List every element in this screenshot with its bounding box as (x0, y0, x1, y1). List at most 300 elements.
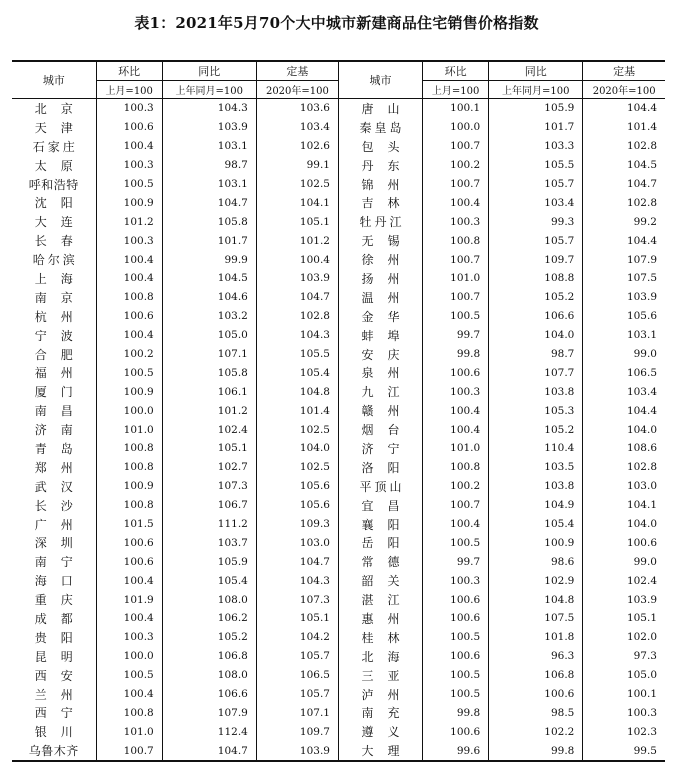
left-mom-value: 100.4 (96, 250, 162, 269)
right-mom-value: 100.8 (423, 458, 489, 477)
left-city-name: 沈阳 (34, 196, 87, 211)
right-mom-value: 100.7 (423, 175, 489, 194)
left-city-name: 哈尔滨 (32, 253, 78, 268)
right-mom-value: 100.7 (423, 137, 489, 156)
right-fixed-value: 99.2 (583, 212, 665, 231)
right-mom-value: 99.8 (423, 345, 489, 364)
left-yoy-value: 105.9 (162, 552, 256, 571)
col-subheader-yoy-right: 上年同月=100 (489, 81, 583, 99)
left-fixed-value: 104.8 (256, 382, 338, 401)
left-yoy-value: 111.2 (162, 515, 256, 534)
right-mom-value: 100.3 (423, 571, 489, 590)
left-mom-value: 100.9 (96, 382, 162, 401)
table-row (12, 250, 665, 269)
left-fixed-value: 103.0 (256, 533, 338, 552)
table-row (12, 609, 665, 628)
left-city-name: 杭州 (34, 309, 87, 324)
left-city-name: 大连 (34, 215, 87, 230)
left-mom-value: 100.9 (96, 477, 162, 496)
left-fixed-value: 102.5 (256, 458, 338, 477)
left-fixed-value: 109.7 (256, 722, 338, 741)
right-fixed-value: 103.9 (583, 590, 665, 609)
right-mom-value: 100.5 (423, 685, 489, 704)
right-yoy-value: 98.6 (489, 552, 583, 571)
right-city-name: 平顶山 (338, 477, 422, 496)
right-city-name: 北海 (338, 647, 422, 666)
table-row (12, 420, 665, 439)
col-subheader-mom: 上月=100 (96, 81, 162, 99)
right-mom-value: 100.3 (423, 212, 489, 231)
table-row (12, 628, 665, 647)
left-fixed-value: 102.5 (256, 420, 338, 439)
right-fixed-value: 102.3 (583, 722, 665, 741)
left-fixed-value: 104.7 (256, 288, 338, 307)
left-yoy-value: 105.4 (162, 571, 256, 590)
right-mom-value: 100.1 (423, 99, 489, 118)
right-city-name: 九江 (338, 382, 422, 401)
col-subheader-yoy: 上年同月=100 (162, 81, 256, 99)
right-city-name: 扬州 (338, 269, 422, 288)
left-mom-value: 100.3 (96, 231, 162, 250)
table-row (12, 477, 665, 496)
left-mom-value: 100.6 (96, 307, 162, 326)
right-city-name: 泉州 (338, 363, 422, 382)
left-mom-value: 100.4 (96, 326, 162, 345)
right-city-name: 唐山 (338, 99, 422, 118)
table-row (12, 515, 665, 534)
left-yoy-value: 103.2 (162, 307, 256, 326)
table-row (12, 722, 665, 741)
right-mom-value: 100.6 (423, 590, 489, 609)
right-city-name: 济宁 (338, 439, 422, 458)
left-yoy-value: 106.7 (162, 496, 256, 515)
right-mom-value: 100.3 (423, 382, 489, 401)
right-yoy-value: 107.5 (489, 609, 583, 628)
left-mom-value: 100.7 (96, 741, 162, 761)
right-mom-value: 99.6 (423, 741, 489, 761)
left-fixed-value: 105.7 (256, 685, 338, 704)
right-fixed-value: 103.0 (583, 477, 665, 496)
right-mom-value: 100.7 (423, 496, 489, 515)
left-city-name: 昆明 (34, 649, 87, 664)
table-row (12, 345, 665, 364)
left-mom-value: 101.2 (96, 212, 162, 231)
right-fixed-value: 102.8 (583, 458, 665, 477)
left-yoy-value: 103.1 (162, 175, 256, 194)
right-mom-value: 100.5 (423, 628, 489, 647)
table-row (12, 231, 665, 250)
right-yoy-value: 109.7 (489, 250, 583, 269)
left-fixed-value: 101.4 (256, 401, 338, 420)
left-yoy-value: 99.9 (162, 250, 256, 269)
table-row (12, 401, 665, 420)
table-row (12, 439, 665, 458)
left-mom-value: 100.4 (96, 269, 162, 288)
right-mom-value: 101.0 (423, 269, 489, 288)
right-mom-value: 99.8 (423, 704, 489, 723)
left-yoy-value: 104.7 (162, 741, 256, 761)
right-fixed-value: 100.1 (583, 685, 665, 704)
left-fixed-value: 102.6 (256, 137, 338, 156)
right-yoy-value: 102.9 (489, 571, 583, 590)
table-row (12, 212, 665, 231)
right-fixed-value: 103.1 (583, 326, 665, 345)
right-yoy-value: 105.7 (489, 231, 583, 250)
left-mom-value: 100.8 (96, 496, 162, 515)
left-yoy-value: 112.4 (162, 722, 256, 741)
right-fixed-value: 103.4 (583, 382, 665, 401)
table-row (12, 156, 665, 175)
right-yoy-value: 105.4 (489, 515, 583, 534)
right-yoy-value: 102.2 (489, 722, 583, 741)
left-fixed-value: 107.1 (256, 704, 338, 723)
left-yoy-value: 102.4 (162, 420, 256, 439)
left-fixed-value: 101.2 (256, 231, 338, 250)
right-city-name: 徐州 (338, 250, 422, 269)
left-yoy-value: 102.7 (162, 458, 256, 477)
right-yoy-value: 103.3 (489, 137, 583, 156)
right-fixed-value: 104.5 (583, 156, 665, 175)
right-yoy-value: 107.7 (489, 363, 583, 382)
right-fixed-value: 105.1 (583, 609, 665, 628)
left-mom-value: 100.4 (96, 571, 162, 590)
left-mom-value: 100.8 (96, 704, 162, 723)
table-row (12, 496, 665, 515)
right-fixed-value: 103.9 (583, 288, 665, 307)
right-city-name: 桂林 (338, 628, 422, 647)
table-body (12, 99, 665, 762)
left-yoy-value: 106.1 (162, 382, 256, 401)
left-yoy-value: 103.9 (162, 118, 256, 137)
left-fixed-value: 105.1 (256, 212, 338, 231)
right-fixed-value: 97.3 (583, 647, 665, 666)
right-yoy-value: 103.5 (489, 458, 583, 477)
right-yoy-value: 103.8 (489, 477, 583, 496)
left-mom-value: 100.3 (96, 628, 162, 647)
col-header-fixed: 定基 (256, 61, 338, 81)
table-row (12, 458, 665, 477)
price-index-table (12, 60, 665, 762)
right-yoy-value: 104.0 (489, 326, 583, 345)
left-city-name: 福州 (34, 366, 87, 381)
right-fixed-value: 104.0 (583, 420, 665, 439)
left-mom-value: 100.6 (96, 118, 162, 137)
right-city-name: 丹东 (338, 156, 422, 175)
right-fixed-value: 104.0 (583, 515, 665, 534)
right-mom-value: 100.6 (423, 609, 489, 628)
right-mom-value: 100.6 (423, 722, 489, 741)
left-yoy-value: 106.2 (162, 609, 256, 628)
right-city-name: 南充 (338, 704, 422, 723)
left-city-name: 呼和浩特 (28, 177, 79, 192)
right-city-name: 湛江 (338, 590, 422, 609)
left-mom-value: 101.0 (96, 420, 162, 439)
right-city-name: 安庆 (338, 345, 422, 364)
left-mom-value: 100.5 (96, 363, 162, 382)
right-city-name: 洛阳 (338, 458, 422, 477)
right-yoy-value: 105.2 (489, 288, 583, 307)
right-mom-value: 100.4 (423, 401, 489, 420)
right-yoy-value: 105.2 (489, 420, 583, 439)
right-fixed-value: 104.4 (583, 231, 665, 250)
left-yoy-value: 106.6 (162, 685, 256, 704)
left-city-name: 成都 (34, 611, 87, 626)
left-fixed-value: 106.5 (256, 666, 338, 685)
left-mom-value: 100.6 (96, 552, 162, 571)
left-yoy-value: 101.7 (162, 231, 256, 250)
right-fixed-value: 106.5 (583, 363, 665, 382)
right-city-name: 宜昌 (338, 496, 422, 515)
right-city-name: 包头 (338, 137, 422, 156)
col-header-mom: 环比 (96, 61, 162, 81)
right-city-name: 遵义 (338, 722, 422, 741)
right-mom-value: 99.7 (423, 552, 489, 571)
right-fixed-value: 104.1 (583, 496, 665, 515)
left-fixed-value: 105.6 (256, 477, 338, 496)
right-yoy-value: 105.3 (489, 401, 583, 420)
right-fixed-value: 104.4 (583, 99, 665, 118)
left-yoy-value: 106.8 (162, 647, 256, 666)
left-city-name: 北京 (34, 101, 87, 116)
left-city-name: 宁波 (34, 328, 87, 343)
left-city-name: 郑州 (34, 460, 87, 475)
left-yoy-value: 107.9 (162, 704, 256, 723)
left-city-name: 长春 (34, 234, 87, 249)
col-header-mom-right: 环比 (423, 61, 489, 81)
left-fixed-value: 105.5 (256, 345, 338, 364)
left-yoy-value: 105.8 (162, 212, 256, 231)
left-mom-value: 100.2 (96, 345, 162, 364)
right-city-name: 秦皇岛 (338, 118, 422, 137)
table-title: 表1：2021年5月70个大中城市新建商品住宅销售价格指数 (134, 14, 539, 32)
table-row (12, 269, 665, 288)
right-yoy-value: 101.8 (489, 628, 583, 647)
left-fixed-value: 104.1 (256, 193, 338, 212)
right-fixed-value: 102.8 (583, 193, 665, 212)
header-row-1 (12, 61, 665, 81)
left-city-name: 西宁 (34, 706, 87, 721)
col-subheader-mom-right: 上月=100 (423, 81, 489, 99)
table-row (12, 175, 665, 194)
left-fixed-value: 102.8 (256, 307, 338, 326)
left-city-name: 上海 (34, 271, 87, 286)
table-row (12, 99, 665, 118)
left-mom-value: 100.8 (96, 458, 162, 477)
right-mom-value: 100.6 (423, 647, 489, 666)
left-yoy-value: 104.6 (162, 288, 256, 307)
left-yoy-value: 104.3 (162, 99, 256, 118)
right-yoy-value: 103.8 (489, 382, 583, 401)
right-yoy-value: 98.7 (489, 345, 583, 364)
left-city-name: 海口 (34, 574, 87, 589)
left-mom-value: 101.5 (96, 515, 162, 534)
right-city-name: 韶关 (338, 571, 422, 590)
right-fixed-value: 99.5 (583, 741, 665, 761)
right-yoy-value: 103.4 (489, 193, 583, 212)
right-yoy-value: 105.9 (489, 99, 583, 118)
table-row (12, 193, 665, 212)
table-row (12, 741, 665, 761)
left-city-name: 长沙 (34, 498, 87, 513)
left-mom-value: 100.0 (96, 401, 162, 420)
right-mom-value: 100.5 (423, 307, 489, 326)
right-fixed-value: 105.6 (583, 307, 665, 326)
left-yoy-value: 98.7 (162, 156, 256, 175)
right-city-name: 岳阳 (338, 533, 422, 552)
right-yoy-value: 96.3 (489, 647, 583, 666)
left-mom-value: 100.6 (96, 533, 162, 552)
right-yoy-value: 110.4 (489, 439, 583, 458)
right-fixed-value: 107.9 (583, 250, 665, 269)
right-mom-value: 100.0 (423, 118, 489, 137)
left-mom-value: 101.0 (96, 722, 162, 741)
left-fixed-value: 107.3 (256, 590, 338, 609)
left-mom-value: 100.5 (96, 175, 162, 194)
left-yoy-value: 107.1 (162, 345, 256, 364)
left-yoy-value: 105.0 (162, 326, 256, 345)
left-fixed-value: 103.6 (256, 99, 338, 118)
col-subheader-fixed-right: 2020年=100 (583, 81, 665, 99)
col-header-yoy-right: 同比 (489, 61, 583, 81)
right-city-name: 赣州 (338, 401, 422, 420)
right-mom-value: 100.2 (423, 477, 489, 496)
right-city-name: 牡丹江 (338, 212, 422, 231)
left-mom-value: 100.8 (96, 288, 162, 307)
right-city-name: 吉林 (338, 193, 422, 212)
col-header-city: 城市 (12, 61, 96, 99)
left-fixed-value: 103.9 (256, 269, 338, 288)
right-fixed-value: 102.0 (583, 628, 665, 647)
right-yoy-value: 104.9 (489, 496, 583, 515)
left-city-name: 西安 (34, 668, 87, 683)
left-fixed-value: 104.7 (256, 552, 338, 571)
right-city-name: 无锡 (338, 231, 422, 250)
left-mom-value: 100.8 (96, 439, 162, 458)
right-yoy-value: 105.7 (489, 175, 583, 194)
left-city-name: 深圳 (34, 536, 87, 551)
right-mom-value: 100.8 (423, 231, 489, 250)
table-row (12, 137, 665, 156)
left-city-name: 天津 (34, 120, 87, 135)
right-yoy-value: 99.3 (489, 212, 583, 231)
left-city-name: 兰州 (34, 687, 87, 702)
right-yoy-value: 100.9 (489, 533, 583, 552)
left-yoy-value: 104.7 (162, 193, 256, 212)
right-mom-value: 100.5 (423, 666, 489, 685)
table-row (12, 704, 665, 723)
col-header-fixed-right: 定基 (583, 61, 665, 81)
left-fixed-value: 104.0 (256, 439, 338, 458)
right-mom-value: 100.4 (423, 193, 489, 212)
right-city-name: 烟台 (338, 420, 422, 439)
right-mom-value: 100.2 (423, 156, 489, 175)
right-city-name: 金华 (338, 307, 422, 326)
left-city-name: 南宁 (34, 555, 87, 570)
right-yoy-value: 98.5 (489, 704, 583, 723)
left-mom-value: 100.9 (96, 193, 162, 212)
right-city-name: 温州 (338, 288, 422, 307)
left-city-name: 银川 (34, 725, 87, 740)
left-city-name: 青岛 (34, 441, 87, 456)
right-yoy-value: 106.6 (489, 307, 583, 326)
left-city-name: 南昌 (34, 404, 87, 419)
left-fixed-value: 105.4 (256, 363, 338, 382)
right-mom-value: 100.7 (423, 250, 489, 269)
right-yoy-value: 100.6 (489, 685, 583, 704)
left-city-name: 南京 (34, 290, 87, 305)
left-yoy-value: 108.0 (162, 666, 256, 685)
right-mom-value: 100.6 (423, 363, 489, 382)
left-city-name: 贵阳 (34, 630, 87, 645)
left-city-name: 厦门 (34, 385, 87, 400)
col-header-city-right: 城市 (338, 61, 422, 99)
right-fixed-value: 100.3 (583, 704, 665, 723)
right-city-name: 襄阳 (338, 515, 422, 534)
left-yoy-value: 101.2 (162, 401, 256, 420)
table-row (12, 363, 665, 382)
right-mom-value: 100.5 (423, 533, 489, 552)
left-mom-value: 100.5 (96, 666, 162, 685)
right-yoy-value: 108.8 (489, 269, 583, 288)
right-fixed-value: 102.4 (583, 571, 665, 590)
right-yoy-value: 99.8 (489, 741, 583, 761)
table-row (12, 552, 665, 571)
right-mom-value: 100.7 (423, 288, 489, 307)
table-row (12, 590, 665, 609)
right-fixed-value: 101.4 (583, 118, 665, 137)
table-row (12, 326, 665, 345)
left-yoy-value: 105.1 (162, 439, 256, 458)
right-city-name: 泸州 (338, 685, 422, 704)
left-fixed-value: 105.6 (256, 496, 338, 515)
left-fixed-value: 104.2 (256, 628, 338, 647)
left-city-name: 武汉 (34, 479, 87, 494)
left-yoy-value: 107.3 (162, 477, 256, 496)
right-fixed-value: 108.6 (583, 439, 665, 458)
left-city-name: 石家庄 (32, 139, 78, 154)
right-city-name: 常德 (338, 552, 422, 571)
table-row (12, 533, 665, 552)
left-fixed-value: 104.3 (256, 571, 338, 590)
right-yoy-value: 104.8 (489, 590, 583, 609)
table-row (12, 118, 665, 137)
right-mom-value: 100.4 (423, 515, 489, 534)
left-fixed-value: 104.3 (256, 326, 338, 345)
right-city-name: 三亚 (338, 666, 422, 685)
left-fixed-value: 109.3 (256, 515, 338, 534)
left-yoy-value: 103.1 (162, 137, 256, 156)
left-mom-value: 100.4 (96, 137, 162, 156)
right-yoy-value: 101.7 (489, 118, 583, 137)
right-city-name: 锦州 (338, 175, 422, 194)
left-yoy-value: 108.0 (162, 590, 256, 609)
right-city-name: 大理 (338, 741, 422, 761)
table-row (12, 307, 665, 326)
table-row (12, 666, 665, 685)
left-fixed-value: 105.7 (256, 647, 338, 666)
left-mom-value: 100.3 (96, 156, 162, 175)
col-header-yoy: 同比 (162, 61, 256, 81)
right-fixed-value: 100.6 (583, 533, 665, 552)
table-row (12, 382, 665, 401)
right-fixed-value: 102.8 (583, 137, 665, 156)
right-yoy-value: 106.8 (489, 666, 583, 685)
left-mom-value: 100.0 (96, 647, 162, 666)
right-fixed-value: 99.0 (583, 345, 665, 364)
table-row (12, 571, 665, 590)
left-city-name: 重庆 (34, 593, 87, 608)
left-fixed-value: 102.5 (256, 175, 338, 194)
